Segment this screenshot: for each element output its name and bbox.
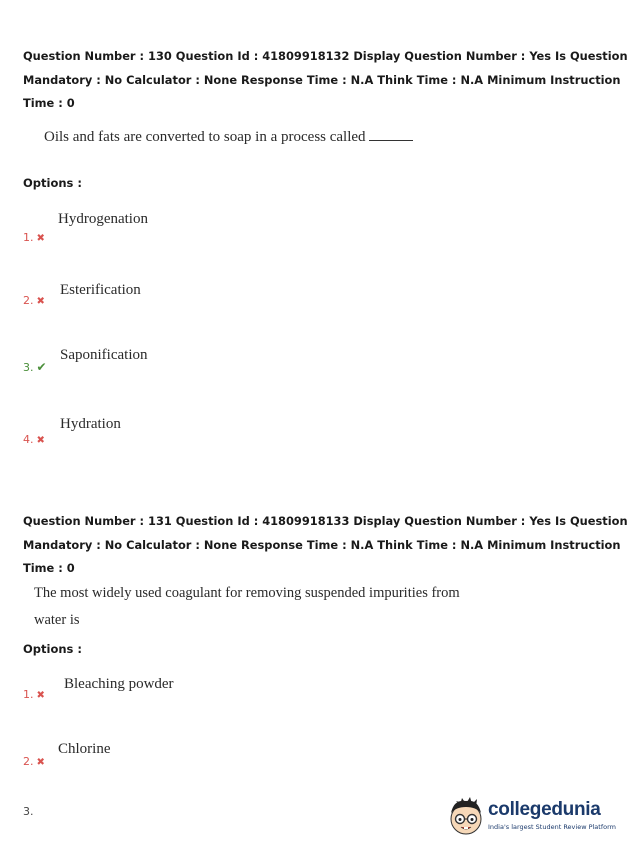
option-number: 2. — [23, 755, 34, 768]
q130-meta-line1: Question Number : 130 Question Id : 41809918132 Display Question Number : Yes Is Question — [23, 49, 628, 63]
collegedunia-logo — [446, 795, 616, 840]
q130-meta — [23, 45, 628, 116]
q130-option-1-number — [23, 231, 45, 244]
q130-answer-blank — [369, 129, 413, 141]
q130-option-4-text: Hydration — [60, 416, 121, 432]
q130-meta-line2: Mandatory : No Calculator : None Response Time : N.A Think Time : N.A Minimum Instruction — [23, 72, 621, 87]
logo-wordmark: collegedunia — [488, 799, 601, 820]
q130-question-text: Oils and fats are converted to soap in a process called — [44, 129, 366, 145]
cross-icon: ✖ — [36, 233, 45, 244]
option-number: 1. — [23, 231, 34, 244]
option-number: 2. — [23, 294, 34, 307]
q130-option-4-number — [23, 433, 45, 446]
logo-tagline: India's largest Student Review Platform — [488, 823, 616, 831]
cross-icon: ✖ — [36, 435, 45, 446]
option-number: 4. — [23, 433, 34, 446]
q131-option-1-text: Bleaching powder — [64, 676, 174, 692]
q131-options-label: Options : — [23, 642, 82, 656]
cross-icon: ✖ — [36, 757, 45, 768]
q131-option-2-number — [23, 755, 45, 768]
q130-option-1-text: Hydrogenation — [58, 211, 148, 227]
q130-meta-line3: Time : 0 — [23, 96, 75, 110]
option-number: 1. — [23, 688, 34, 701]
q130-options-label: Options : — [23, 176, 82, 190]
checkmark-icon: ✔ — [36, 360, 47, 374]
option-number: 3. — [23, 361, 34, 374]
q130-option-3-number — [23, 360, 47, 374]
q130-option-3-text: Saponification — [60, 347, 148, 363]
option-number: 3. — [23, 805, 34, 818]
cross-icon: ✖ — [36, 690, 45, 701]
q131-option-2-text: Chlorine — [58, 741, 111, 757]
q130-question — [44, 129, 413, 146]
q130-option-2-text: Esterification — [60, 282, 141, 298]
q131-question-line2: water is — [34, 612, 80, 628]
q131-meta-line1: Question Number : 131 Question Id : 41809918133 Display Question Number : Yes Is Question — [23, 514, 628, 528]
q130-option-2-number — [23, 294, 45, 307]
q131-question-line1: The most widely used coagulant for removing suspended impurities from — [34, 585, 460, 601]
q131-meta-line3: Time : 0 — [23, 561, 75, 575]
cross-icon: ✖ — [36, 296, 45, 307]
q131-option-3-number — [23, 805, 34, 818]
mascot-icon — [446, 795, 486, 840]
q131-meta — [23, 510, 628, 581]
q131-meta-line2: Mandatory : No Calculator : None Response Time : N.A Think Time : N.A Minimum Instruction — [23, 537, 621, 552]
q131-option-1-number — [23, 688, 45, 701]
